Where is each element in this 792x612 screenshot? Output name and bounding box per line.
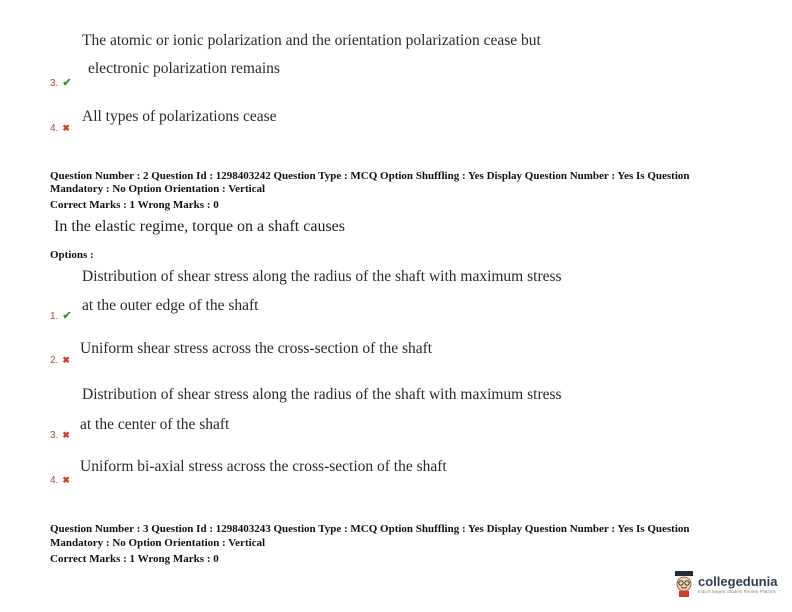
q2-marks: Correct Marks : 1 Wrong Marks : 0: [50, 199, 219, 211]
q2-option-1-line1: Distribution of shear stress along the radius of the shaft with maximum stress: [82, 268, 562, 285]
q2-option-3-marker: [50, 425, 70, 443]
cross-icon: ✖: [62, 475, 70, 485]
q1-option-3-marker: [50, 73, 72, 91]
q2-option-3-line2: at the center of the shaft: [80, 416, 230, 433]
mascot-icon: [672, 570, 696, 598]
q2-question-text: In the elastic regime, torque on a shaft causes: [54, 218, 345, 235]
q3-meta-line1: Question Number : 3 Question Id : 1298403243 Question Type : MCQ Option Shuffling : Yes Display Question Number : Yes Is Question: [50, 523, 690, 535]
q2-options-label: Options :: [50, 249, 94, 261]
q2-option-2-text: Uniform shear stress across the cross-section of the shaft: [80, 340, 433, 357]
check-icon: ✔: [62, 77, 72, 89]
logo-tagline: India's largest Student Review Platform: [698, 589, 777, 594]
option-number: 2.: [50, 355, 59, 366]
q3-meta-line2: Mandatory : No Option Orientation : Vertical: [50, 537, 266, 549]
q2-option-1-marker: [50, 306, 72, 324]
q2-option-4-marker: [50, 470, 70, 488]
check-icon: ✔: [62, 310, 72, 322]
cross-icon: ✖: [62, 355, 70, 365]
option-number: 3.: [50, 78, 59, 89]
option-number: 4.: [50, 123, 59, 134]
q2-option-4-text: Uniform bi-axial stress across the cross-section of the shaft: [80, 458, 447, 475]
cross-icon: ✖: [62, 430, 70, 440]
q2-meta-line2: Mandatory : No Option Orientation : Vertical: [50, 183, 266, 195]
cross-icon: ✖: [62, 123, 70, 133]
q2-meta-line1: Question Number : 2 Question Id : 1298403242 Question Type : MCQ Option Shuffling : Yes Display Question Number : Yes Is Question: [50, 170, 690, 182]
q1-option-3-line2: electronic polarization remains: [88, 60, 280, 77]
q2-option-3-line1: Distribution of shear stress along the radius of the shaft with maximum stress: [82, 386, 562, 403]
logo-name: collegedunia: [698, 574, 778, 589]
q2-option-1-line2: at the outer edge of the shaft: [82, 297, 259, 314]
q3-marks: Correct Marks : 1 Wrong Marks : 0: [50, 553, 219, 565]
option-number: 1.: [50, 311, 59, 322]
q1-option-3-line1: The atomic or ionic polarization and the orientation polarization cease but: [82, 32, 541, 49]
q1-option-4-text: All types of polarizations cease: [82, 108, 277, 125]
q2-option-2-marker: [50, 350, 70, 368]
option-number: 3.: [50, 430, 59, 441]
q1-option-4-marker: [50, 118, 70, 136]
option-number: 4.: [50, 475, 59, 486]
collegedunia-logo: [672, 570, 777, 598]
